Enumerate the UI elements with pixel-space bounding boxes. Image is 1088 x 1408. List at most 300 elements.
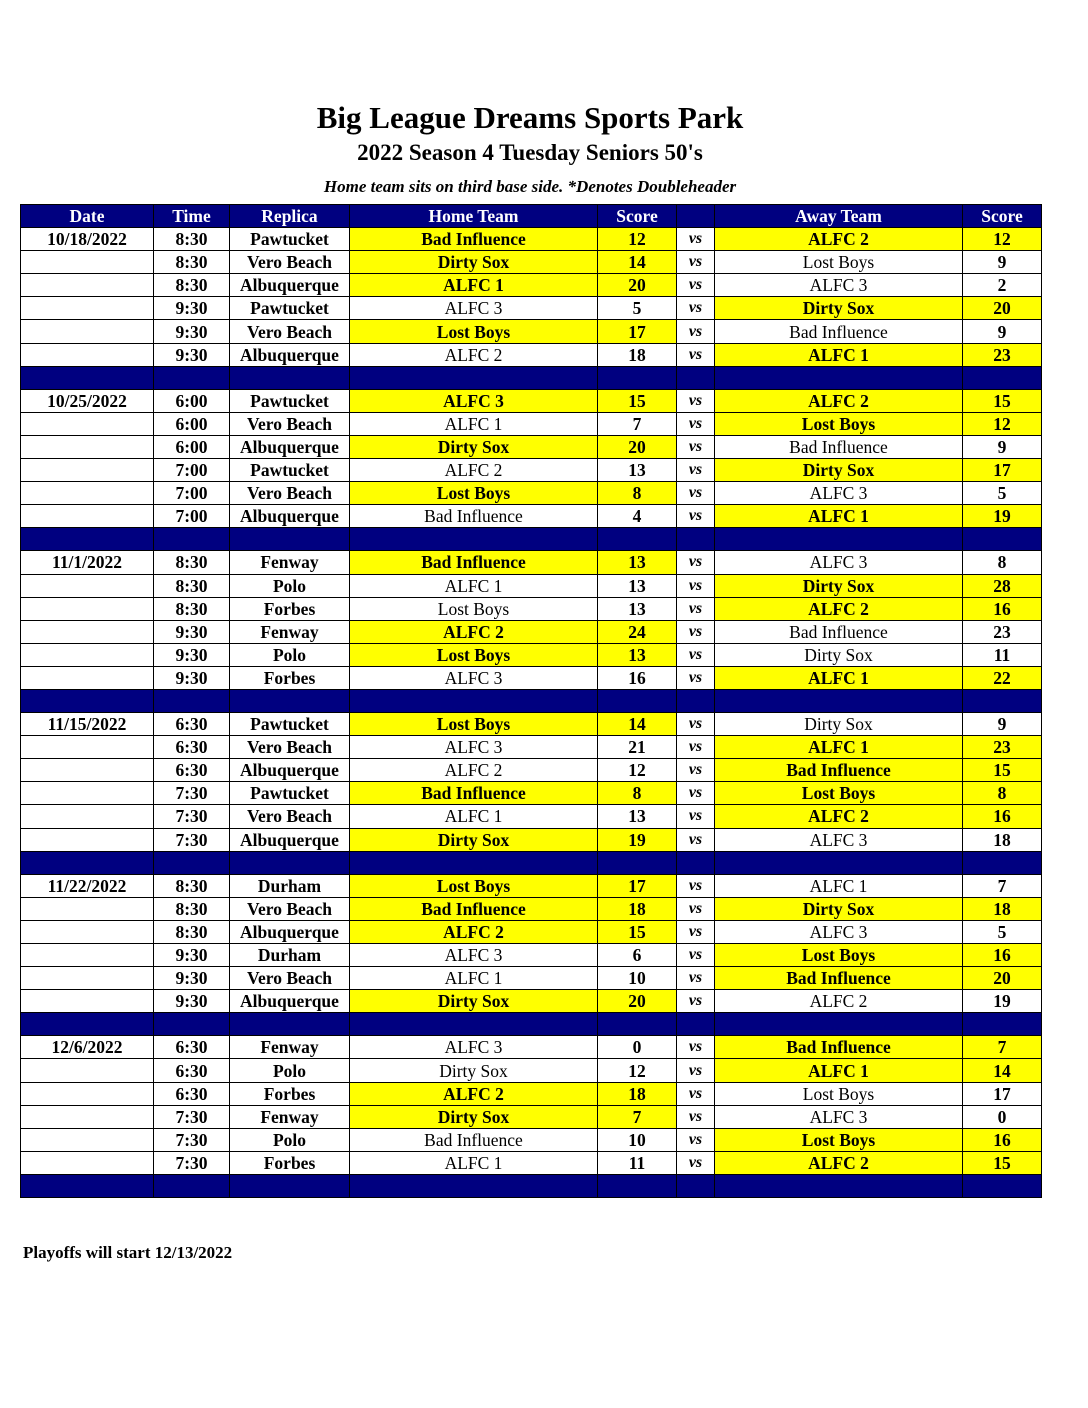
replica-cell: Fenway xyxy=(230,620,350,643)
date-cell xyxy=(21,967,154,990)
away-team-cell: ALFC 2 xyxy=(715,228,963,251)
game-row xyxy=(21,643,1042,666)
game-row xyxy=(21,967,1042,990)
home-team-cell: ALFC 2 xyxy=(350,759,598,782)
separator-cell xyxy=(677,689,715,712)
header-vs xyxy=(677,205,715,228)
date-cell: 11/15/2022 xyxy=(21,713,154,736)
date-cell xyxy=(21,459,154,482)
home-score-cell: 13 xyxy=(598,459,677,482)
home-team-cell: Dirty Sox xyxy=(350,1105,598,1128)
time-cell: 7:00 xyxy=(154,482,230,505)
time-cell: 7:00 xyxy=(154,459,230,482)
separator-cell xyxy=(963,366,1042,389)
away-score-cell: 7 xyxy=(963,1036,1042,1059)
date-cell xyxy=(21,320,154,343)
home-team-cell: ALFC 1 xyxy=(350,1151,598,1174)
separator-cell xyxy=(715,851,963,874)
game-row xyxy=(21,1105,1042,1128)
home-team-cell: Bad Influence xyxy=(350,505,598,528)
vs-cell: vs xyxy=(677,1036,715,1059)
away-team-cell: ALFC 3 xyxy=(715,828,963,851)
home-score-cell: 20 xyxy=(598,274,677,297)
time-cell: 6:30 xyxy=(154,1059,230,1082)
separator-cell xyxy=(154,1174,230,1197)
time-cell: 8:30 xyxy=(154,228,230,251)
separator-cell xyxy=(715,689,963,712)
date-cell xyxy=(21,805,154,828)
home-team-cell: Lost Boys xyxy=(350,482,598,505)
vs-cell: vs xyxy=(677,713,715,736)
away-team-cell: Lost Boys xyxy=(715,944,963,967)
away-team-cell: Dirty Sox xyxy=(715,713,963,736)
time-cell: 7:30 xyxy=(154,805,230,828)
home-score-cell: 18 xyxy=(598,1082,677,1105)
home-team-cell: ALFC 1 xyxy=(350,967,598,990)
home-team-cell: Lost Boys xyxy=(350,597,598,620)
home-score-cell: 20 xyxy=(598,435,677,458)
away-team-cell: ALFC 3 xyxy=(715,482,963,505)
separator-cell xyxy=(715,1174,963,1197)
separator-cell xyxy=(715,528,963,551)
home-team-cell: ALFC 1 xyxy=(350,412,598,435)
away-score-cell: 7 xyxy=(963,874,1042,897)
time-cell: 9:30 xyxy=(154,620,230,643)
replica-cell: Forbes xyxy=(230,1082,350,1105)
replica-cell: Vero Beach xyxy=(230,736,350,759)
game-row xyxy=(21,897,1042,920)
week-separator-row xyxy=(21,1013,1042,1036)
home-score-cell: 17 xyxy=(598,320,677,343)
game-row xyxy=(21,412,1042,435)
time-cell: 6:30 xyxy=(154,759,230,782)
separator-cell xyxy=(230,851,350,874)
replica-cell: Polo xyxy=(230,1059,350,1082)
home-team-cell: ALFC 2 xyxy=(350,459,598,482)
game-row xyxy=(21,1151,1042,1174)
home-score-cell: 13 xyxy=(598,643,677,666)
replica-cell: Forbes xyxy=(230,1151,350,1174)
separator-cell xyxy=(350,1174,598,1197)
game-row xyxy=(21,944,1042,967)
separator-cell xyxy=(963,851,1042,874)
date-cell xyxy=(21,759,154,782)
game-row xyxy=(21,759,1042,782)
home-team-cell: ALFC 2 xyxy=(350,920,598,943)
home-score-cell: 0 xyxy=(598,1036,677,1059)
vs-cell: vs xyxy=(677,666,715,689)
away-score-cell: 15 xyxy=(963,389,1042,412)
home-score-cell: 13 xyxy=(598,805,677,828)
away-team-cell: Bad Influence xyxy=(715,620,963,643)
separator-cell xyxy=(598,689,677,712)
vs-cell: vs xyxy=(677,435,715,458)
home-score-cell: 7 xyxy=(598,1105,677,1128)
home-team-cell: ALFC 2 xyxy=(350,1082,598,1105)
replica-cell: Durham xyxy=(230,874,350,897)
home-score-cell: 21 xyxy=(598,736,677,759)
date-cell xyxy=(21,990,154,1013)
replica-cell: Vero Beach xyxy=(230,320,350,343)
vs-cell: vs xyxy=(677,320,715,343)
replica-cell: Durham xyxy=(230,944,350,967)
game-row xyxy=(21,251,1042,274)
home-team-cell: ALFC 3 xyxy=(350,297,598,320)
home-team-cell: ALFC 2 xyxy=(350,343,598,366)
header-row xyxy=(21,205,1042,228)
vs-cell: vs xyxy=(677,1151,715,1174)
replica-cell: Vero Beach xyxy=(230,967,350,990)
home-score-cell: 15 xyxy=(598,389,677,412)
away-score-cell: 16 xyxy=(963,1128,1042,1151)
replica-cell: Vero Beach xyxy=(230,412,350,435)
date-cell xyxy=(21,897,154,920)
home-score-cell: 11 xyxy=(598,1151,677,1174)
vs-cell: vs xyxy=(677,643,715,666)
time-cell: 8:30 xyxy=(154,897,230,920)
date-cell xyxy=(21,643,154,666)
away-team-cell: ALFC 3 xyxy=(715,274,963,297)
time-cell: 9:30 xyxy=(154,967,230,990)
separator-cell xyxy=(230,366,350,389)
vs-cell: vs xyxy=(677,412,715,435)
separator-cell xyxy=(21,528,154,551)
replica-cell: Albuquerque xyxy=(230,990,350,1013)
vs-cell: vs xyxy=(677,990,715,1013)
header-date: Date xyxy=(21,205,154,228)
home-team-cell: Dirty Sox xyxy=(350,435,598,458)
vs-cell: vs xyxy=(677,828,715,851)
separator-cell xyxy=(230,689,350,712)
time-cell: 9:30 xyxy=(154,666,230,689)
time-cell: 6:30 xyxy=(154,736,230,759)
away-score-cell: 17 xyxy=(963,1082,1042,1105)
home-score-cell: 12 xyxy=(598,1059,677,1082)
away-team-cell: Bad Influence xyxy=(715,1036,963,1059)
separator-cell xyxy=(154,689,230,712)
date-cell xyxy=(21,251,154,274)
away-team-cell: ALFC 2 xyxy=(715,597,963,620)
separator-cell xyxy=(715,1013,963,1036)
home-team-cell: Lost Boys xyxy=(350,713,598,736)
separator-cell xyxy=(230,1174,350,1197)
replica-cell: Vero Beach xyxy=(230,482,350,505)
home-team-cell: Dirty Sox xyxy=(350,1059,598,1082)
replica-cell: Forbes xyxy=(230,597,350,620)
replica-cell: Vero Beach xyxy=(230,251,350,274)
separator-cell xyxy=(677,851,715,874)
game-row xyxy=(21,620,1042,643)
vs-cell: vs xyxy=(677,389,715,412)
separator-cell xyxy=(677,366,715,389)
home-team-cell: ALFC 2 xyxy=(350,620,598,643)
home-score-cell: 14 xyxy=(598,713,677,736)
separator-cell xyxy=(154,366,230,389)
away-team-cell: ALFC 1 xyxy=(715,505,963,528)
replica-cell: Polo xyxy=(230,1128,350,1151)
replica-cell: Pawtucket xyxy=(230,782,350,805)
time-cell: 6:30 xyxy=(154,1036,230,1059)
time-cell: 6:00 xyxy=(154,412,230,435)
date-cell xyxy=(21,736,154,759)
home-score-cell: 8 xyxy=(598,782,677,805)
date-cell xyxy=(21,666,154,689)
date-cell xyxy=(21,597,154,620)
time-cell: 7:30 xyxy=(154,782,230,805)
home-score-cell: 13 xyxy=(598,574,677,597)
home-team-cell: ALFC 3 xyxy=(350,1036,598,1059)
date-cell xyxy=(21,297,154,320)
replica-cell: Polo xyxy=(230,643,350,666)
vs-cell: vs xyxy=(677,274,715,297)
vs-cell: vs xyxy=(677,1105,715,1128)
vs-cell: vs xyxy=(677,228,715,251)
game-row xyxy=(21,805,1042,828)
game-row xyxy=(21,343,1042,366)
home-team-cell: ALFC 1 xyxy=(350,805,598,828)
separator-cell xyxy=(963,528,1042,551)
separator-cell xyxy=(677,1013,715,1036)
date-cell xyxy=(21,574,154,597)
separator-cell xyxy=(963,689,1042,712)
home-score-cell: 5 xyxy=(598,297,677,320)
time-cell: 8:30 xyxy=(154,551,230,574)
date-cell xyxy=(21,1105,154,1128)
separator-cell xyxy=(963,1013,1042,1036)
away-team-cell: Lost Boys xyxy=(715,1128,963,1151)
away-team-cell: Lost Boys xyxy=(715,251,963,274)
time-cell: 9:30 xyxy=(154,320,230,343)
time-cell: 6:00 xyxy=(154,435,230,458)
separator-cell xyxy=(350,689,598,712)
week-separator-row xyxy=(21,851,1042,874)
separator-cell xyxy=(21,689,154,712)
time-cell: 9:30 xyxy=(154,990,230,1013)
replica-cell: Albuquerque xyxy=(230,505,350,528)
replica-cell: Albuquerque xyxy=(230,435,350,458)
away-team-cell: Bad Influence xyxy=(715,759,963,782)
game-row xyxy=(21,228,1042,251)
separator-cell xyxy=(230,1013,350,1036)
away-team-cell: ALFC 2 xyxy=(715,990,963,1013)
home-team-cell: Bad Influence xyxy=(350,1128,598,1151)
replica-cell: Vero Beach xyxy=(230,805,350,828)
replica-cell: Pawtucket xyxy=(230,389,350,412)
schedule-table xyxy=(20,204,1042,1198)
separator-cell xyxy=(598,366,677,389)
vs-cell: vs xyxy=(677,505,715,528)
game-row xyxy=(21,666,1042,689)
header-away-team: Away Team xyxy=(715,205,963,228)
date-cell xyxy=(21,505,154,528)
game-row xyxy=(21,874,1042,897)
separator-cell xyxy=(154,851,230,874)
replica-cell: Albuquerque xyxy=(230,274,350,297)
away-score-cell: 19 xyxy=(963,505,1042,528)
date-cell xyxy=(21,435,154,458)
away-team-cell: Lost Boys xyxy=(715,412,963,435)
game-row xyxy=(21,389,1042,412)
replica-cell: Pawtucket xyxy=(230,713,350,736)
separator-cell xyxy=(350,1013,598,1036)
home-team-cell: Bad Influence xyxy=(350,782,598,805)
week-separator-row xyxy=(21,1174,1042,1197)
game-row xyxy=(21,736,1042,759)
separator-cell xyxy=(230,528,350,551)
date-cell xyxy=(21,782,154,805)
header-time: Time xyxy=(154,205,230,228)
home-score-cell: 18 xyxy=(598,897,677,920)
header-home-score: Score xyxy=(598,205,677,228)
away-score-cell: 0 xyxy=(963,1105,1042,1128)
time-cell: 7:30 xyxy=(154,828,230,851)
away-team-cell: Bad Influence xyxy=(715,320,963,343)
away-team-cell: ALFC 1 xyxy=(715,343,963,366)
week-separator-row xyxy=(21,689,1042,712)
separator-cell xyxy=(21,366,154,389)
away-score-cell: 9 xyxy=(963,435,1042,458)
replica-cell: Albuquerque xyxy=(230,920,350,943)
game-row xyxy=(21,1036,1042,1059)
home-team-cell: Dirty Sox xyxy=(350,251,598,274)
game-row xyxy=(21,597,1042,620)
away-score-cell: 15 xyxy=(963,759,1042,782)
time-cell: 8:30 xyxy=(154,274,230,297)
time-cell: 7:30 xyxy=(154,1105,230,1128)
game-row xyxy=(21,274,1042,297)
home-team-cell: ALFC 3 xyxy=(350,389,598,412)
away-score-cell: 16 xyxy=(963,597,1042,620)
home-team-cell: Bad Influence xyxy=(350,897,598,920)
game-row xyxy=(21,920,1042,943)
away-team-cell: Dirty Sox xyxy=(715,574,963,597)
time-cell: 7:30 xyxy=(154,1151,230,1174)
home-score-cell: 6 xyxy=(598,944,677,967)
page-subtitle: 2022 Season 4 Tuesday Seniors 50's xyxy=(357,140,703,165)
vs-cell: vs xyxy=(677,920,715,943)
vs-cell: vs xyxy=(677,343,715,366)
game-row xyxy=(21,828,1042,851)
away-score-cell: 18 xyxy=(963,828,1042,851)
away-team-cell: ALFC 3 xyxy=(715,1105,963,1128)
away-team-cell: ALFC 3 xyxy=(715,920,963,943)
away-team-cell: ALFC 1 xyxy=(715,1059,963,1082)
game-row xyxy=(21,713,1042,736)
date-cell xyxy=(21,343,154,366)
vs-cell: vs xyxy=(677,759,715,782)
vs-cell: vs xyxy=(677,874,715,897)
separator-cell xyxy=(350,851,598,874)
away-team-cell: Dirty Sox xyxy=(715,897,963,920)
separator-cell xyxy=(677,1174,715,1197)
vs-cell: vs xyxy=(677,251,715,274)
vs-cell: vs xyxy=(677,1128,715,1151)
game-row xyxy=(21,505,1042,528)
away-score-cell: 23 xyxy=(963,736,1042,759)
vs-cell: vs xyxy=(677,620,715,643)
home-score-cell: 12 xyxy=(598,228,677,251)
away-score-cell: 20 xyxy=(963,967,1042,990)
week-separator-row xyxy=(21,366,1042,389)
home-score-cell: 10 xyxy=(598,1128,677,1151)
away-team-cell: ALFC 2 xyxy=(715,805,963,828)
date-cell: 10/18/2022 xyxy=(21,228,154,251)
replica-cell: Pawtucket xyxy=(230,228,350,251)
vs-cell: vs xyxy=(677,459,715,482)
home-score-cell: 24 xyxy=(598,620,677,643)
home-team-cell: ALFC 1 xyxy=(350,574,598,597)
replica-cell: Albuquerque xyxy=(230,343,350,366)
date-cell: 11/22/2022 xyxy=(21,874,154,897)
time-cell: 8:30 xyxy=(154,574,230,597)
away-score-cell: 5 xyxy=(963,482,1042,505)
away-team-cell: ALFC 1 xyxy=(715,874,963,897)
away-team-cell: ALFC 1 xyxy=(715,736,963,759)
time-cell: 9:30 xyxy=(154,297,230,320)
date-cell xyxy=(21,828,154,851)
home-score-cell: 8 xyxy=(598,482,677,505)
away-team-cell: ALFC 1 xyxy=(715,666,963,689)
separator-cell xyxy=(154,1013,230,1036)
header-home-team: Home Team xyxy=(350,205,598,228)
away-score-cell: 2 xyxy=(963,274,1042,297)
home-team-cell: Lost Boys xyxy=(350,643,598,666)
vs-cell: vs xyxy=(677,1082,715,1105)
header-away-score: Score xyxy=(963,205,1042,228)
replica-cell: Pawtucket xyxy=(230,459,350,482)
away-team-cell: ALFC 3 xyxy=(715,551,963,574)
home-score-cell: 7 xyxy=(598,412,677,435)
away-score-cell: 9 xyxy=(963,320,1042,343)
vs-cell: vs xyxy=(677,482,715,505)
date-cell: 12/6/2022 xyxy=(21,1036,154,1059)
away-score-cell: 18 xyxy=(963,897,1042,920)
replica-cell: Polo xyxy=(230,574,350,597)
date-cell xyxy=(21,274,154,297)
date-cell xyxy=(21,482,154,505)
time-cell: 6:30 xyxy=(154,713,230,736)
separator-cell xyxy=(598,1174,677,1197)
time-cell: 8:30 xyxy=(154,920,230,943)
away-score-cell: 11 xyxy=(963,643,1042,666)
away-score-cell: 23 xyxy=(963,343,1042,366)
away-score-cell: 9 xyxy=(963,713,1042,736)
game-row xyxy=(21,1082,1042,1105)
away-score-cell: 16 xyxy=(963,805,1042,828)
separator-cell xyxy=(21,1013,154,1036)
vs-cell: vs xyxy=(677,297,715,320)
time-cell: 8:30 xyxy=(154,874,230,897)
away-score-cell: 12 xyxy=(963,412,1042,435)
replica-cell: Albuquerque xyxy=(230,759,350,782)
vs-cell: vs xyxy=(677,805,715,828)
away-score-cell: 16 xyxy=(963,944,1042,967)
home-score-cell: 4 xyxy=(598,505,677,528)
home-team-cell: ALFC 1 xyxy=(350,274,598,297)
game-row xyxy=(21,1128,1042,1151)
away-team-cell: Bad Influence xyxy=(715,967,963,990)
home-team-cell: Dirty Sox xyxy=(350,828,598,851)
away-team-cell: Dirty Sox xyxy=(715,297,963,320)
home-team-cell: Lost Boys xyxy=(350,874,598,897)
away-score-cell: 23 xyxy=(963,620,1042,643)
home-team-cell: ALFC 3 xyxy=(350,666,598,689)
date-cell: 10/25/2022 xyxy=(21,389,154,412)
separator-cell xyxy=(598,851,677,874)
home-team-cell: Bad Influence xyxy=(350,551,598,574)
separator-cell xyxy=(598,1013,677,1036)
game-row xyxy=(21,551,1042,574)
